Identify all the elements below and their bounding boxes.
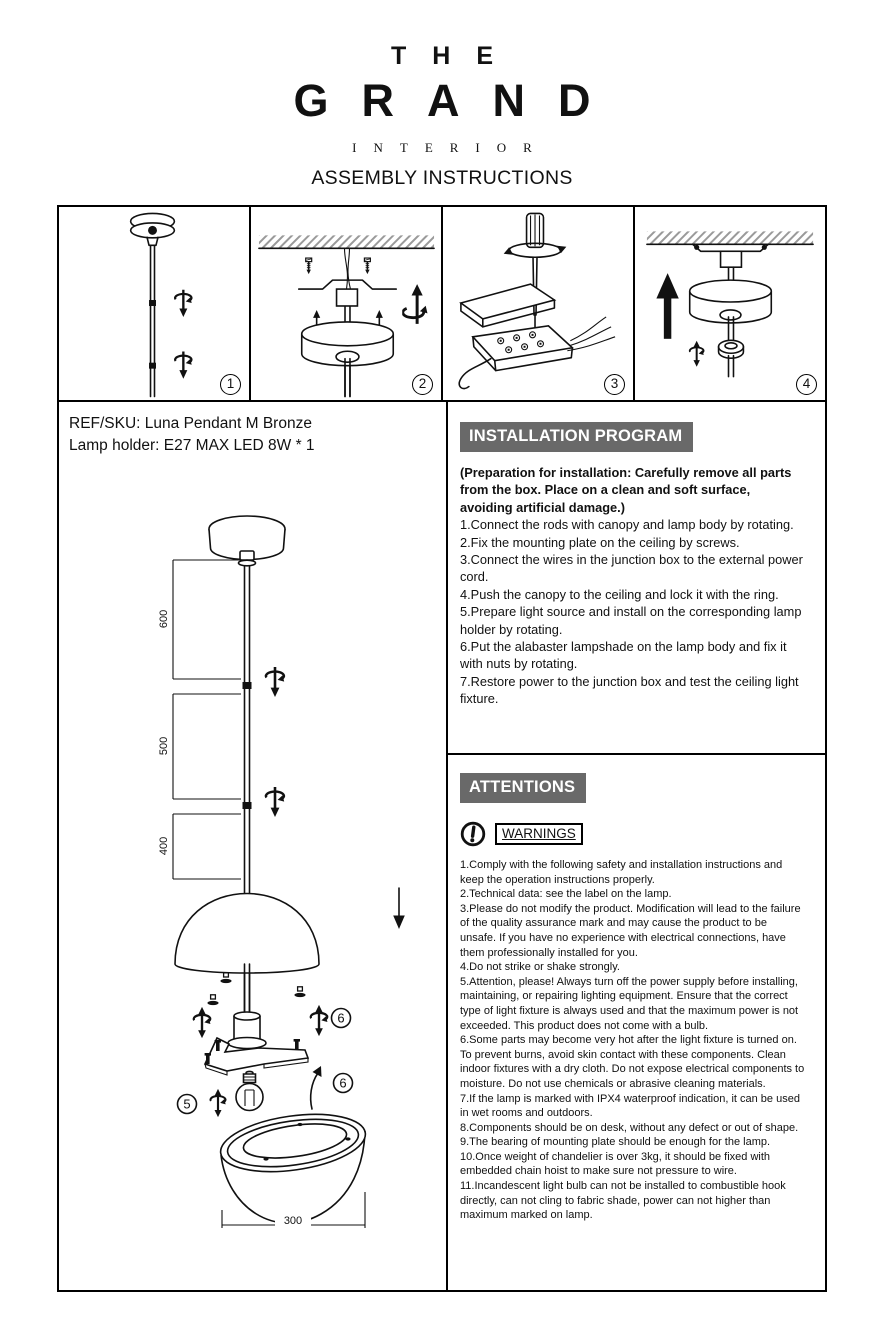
svg-text:6: 6: [337, 1010, 345, 1026]
preparation-note: (Preparation for installation: Carefully remove all parts from the box. Place on a clean and soft surface, avoiding artificial damage.): [460, 465, 792, 515]
content-row: [59, 402, 825, 1290]
rotate-icon: [175, 351, 192, 378]
svg-text:300: 300: [283, 1215, 303, 1227]
panel-number-badge: 4: [796, 374, 817, 395]
brand-line-the: THE: [391, 42, 519, 70]
installation-section: [448, 402, 825, 755]
warning-item: 6.Some parts may become very hot after the light fixture is turned on. To prevent burns, avoid skin contact with these components. Clean indoor fixtures with a dry cloth. Do not expose electrical components to moisture. Do not use chemicals or abrasive cleaning materials.: [460, 1034, 805, 1090]
svg-text:400: 400: [158, 836, 170, 856]
ceiling-drawing: [647, 231, 813, 244]
step-panels-row: [59, 207, 825, 402]
installation-step: 7.Restore power to the junction box and test the ceiling light fixture.: [460, 673, 799, 707]
rotate-up-icon: [403, 284, 428, 324]
lock-ring-drawing: [719, 340, 744, 376]
installation-step: 2.Fix the mounting plate on the ceiling by screws.: [460, 534, 740, 550]
screw-icon: [364, 258, 370, 274]
installation-steps: [460, 516, 805, 707]
warning-item: 8.Components should be on desk, without any defect or out of shape.: [460, 1121, 799, 1134]
rotate-icon: [211, 1089, 226, 1117]
nut-icon: [294, 987, 305, 997]
svg-text:500: 500: [158, 736, 170, 756]
dome-shade-drawing: [175, 894, 319, 974]
right-column: [448, 402, 825, 1290]
panel-step-1: [59, 207, 249, 400]
rotate-icon: [266, 787, 284, 817]
attentions-section: [448, 755, 825, 1290]
canopy-drawing: [131, 213, 175, 245]
nut-icon: [220, 973, 231, 983]
page-title: ASSEMBLY INSTRUCTIONS: [311, 167, 573, 189]
curved-up-arrow-icon: [311, 1066, 322, 1109]
rod-joint: [243, 802, 252, 809]
canopy-mounting-diagram: [251, 207, 441, 400]
nut-icon: [207, 995, 218, 1005]
rotate-icon: [266, 667, 284, 697]
brand-header: [0, 42, 884, 156]
instruction-table: [57, 205, 827, 1292]
attentions-heading: ATTENTIONS: [460, 773, 586, 803]
junction-box-wiring-diagram: [443, 207, 633, 400]
bulb-icon: [236, 1071, 263, 1110]
circled-label-6: [332, 1009, 351, 1028]
warnings-list: [460, 858, 805, 1223]
panel-step-2: [249, 207, 441, 400]
warning-item: 9.The bearing of mounting plate should be enough for the lamp.: [460, 1136, 771, 1149]
warning-item: 5.Attention, please! Always turn off the power supply before installing, maintaining, or repairing lighting equipment. Ensure that the correct type of light fixture is always used and that the maximum power is not exceeded. This product does not come with a bulb.: [460, 975, 799, 1032]
down-arrow-icon: [393, 888, 405, 929]
warning-item: 1.Comply with the following safety and installation instructions and keep the operation instructions properly.: [460, 859, 783, 886]
panel-number-badge: 2: [412, 374, 433, 395]
svg-text:6: 6: [339, 1075, 347, 1091]
wires-drawing: [345, 248, 351, 289]
junction-box-drawing: [473, 326, 572, 371]
product-lamp-holder: Lamp holder: E27 MAX LED 8W * 1: [69, 436, 315, 454]
installation-step: 1.Connect the rods with canopy and lamp body by rotating.: [460, 517, 794, 533]
installation-step: 5.Prepare light source and install on the corresponding lamp holder by rotating.: [460, 604, 802, 637]
panel-number-badge: 1: [220, 374, 241, 395]
bowl-shade-drawing: [217, 1106, 369, 1223]
dimension-400: [158, 814, 241, 879]
circled-label-6b: [334, 1074, 353, 1093]
rotate-icon: [194, 1007, 211, 1038]
warnings-label: WARNINGS: [495, 823, 583, 845]
cover-plate-drawing: [461, 284, 555, 327]
rod-joint: [243, 682, 252, 689]
warning-item: 3.Please do not modify the product. Modification will lead to the failure of the quality assurance mark and may cause the product to be unsafe. If you have no experience with electrical connections, have them professionally installed for you.: [460, 902, 801, 959]
canopy-locking-diagram: [635, 207, 825, 400]
rod-drawing: [149, 245, 156, 396]
warning-item: 4.Do not strike or shake strongly.: [460, 961, 620, 974]
big-up-arrow-icon: [656, 273, 678, 339]
brand-line-grand: GRAND: [293, 75, 624, 126]
dimension-500: [158, 694, 241, 799]
installation-step: 6.Put the alabaster lampshade on the lamp body and fix it with nuts by rotating.: [460, 639, 787, 672]
rotate-icon: [690, 341, 704, 367]
warning-exclamation-icon: [460, 821, 486, 847]
product-cell: [59, 402, 448, 1290]
panel-step-3: [441, 207, 633, 400]
installation-step: 3.Connect the wires in the junction box to the external power cord.: [460, 552, 803, 585]
rotate-icon: [311, 1005, 328, 1036]
installation-heading: INSTALLATION PROGRAM: [460, 422, 693, 452]
screw-icon: [306, 258, 312, 274]
dimension-600: [158, 560, 241, 679]
rotate-icon: [175, 290, 192, 317]
rod-assembly-diagram: [59, 207, 249, 400]
panel-number-badge: 3: [604, 374, 625, 395]
warnings-header: [460, 821, 805, 847]
bracket-drawing: [693, 244, 769, 267]
brand-line-interior: INTERIOR: [352, 140, 549, 155]
product-ref-sku: REF/SKU: Luna Pendant M Bronze: [69, 415, 312, 432]
canopy-drawing: [209, 516, 285, 566]
lamp-holder-drawing: [228, 1012, 266, 1049]
warning-item: 2.Technical data: see the label on the lamp.: [460, 888, 672, 901]
exploded-view-diagram: [59, 402, 446, 1290]
circled-label-5: [178, 1095, 197, 1114]
canopy-disc-drawing: [302, 322, 394, 397]
svg-text:600: 600: [158, 609, 170, 629]
warning-item: 7.If the lamp is marked with IPX4 waterproof indication, it can be used in wet rooms and outdoors.: [460, 1092, 800, 1120]
svg-text:5: 5: [183, 1096, 191, 1112]
canopy-disc-drawing: [690, 267, 772, 340]
installation-step: 4.Push the canopy to the ceiling and lock it with the ring.: [460, 586, 779, 602]
warning-item: 10.Once weight of chandelier is over 3kg, it should be fixed with embedded chain hoist to make sure not pressure to wire.: [460, 1150, 771, 1178]
panel-step-4: [633, 207, 825, 400]
warning-item: 11.Incandescent light bulb can not be installed to combustible hook directly, can not cling to fabric shade, power can not higher than maximum marked on lamp.: [460, 1180, 786, 1222]
ceiling-drawing: [259, 235, 434, 248]
